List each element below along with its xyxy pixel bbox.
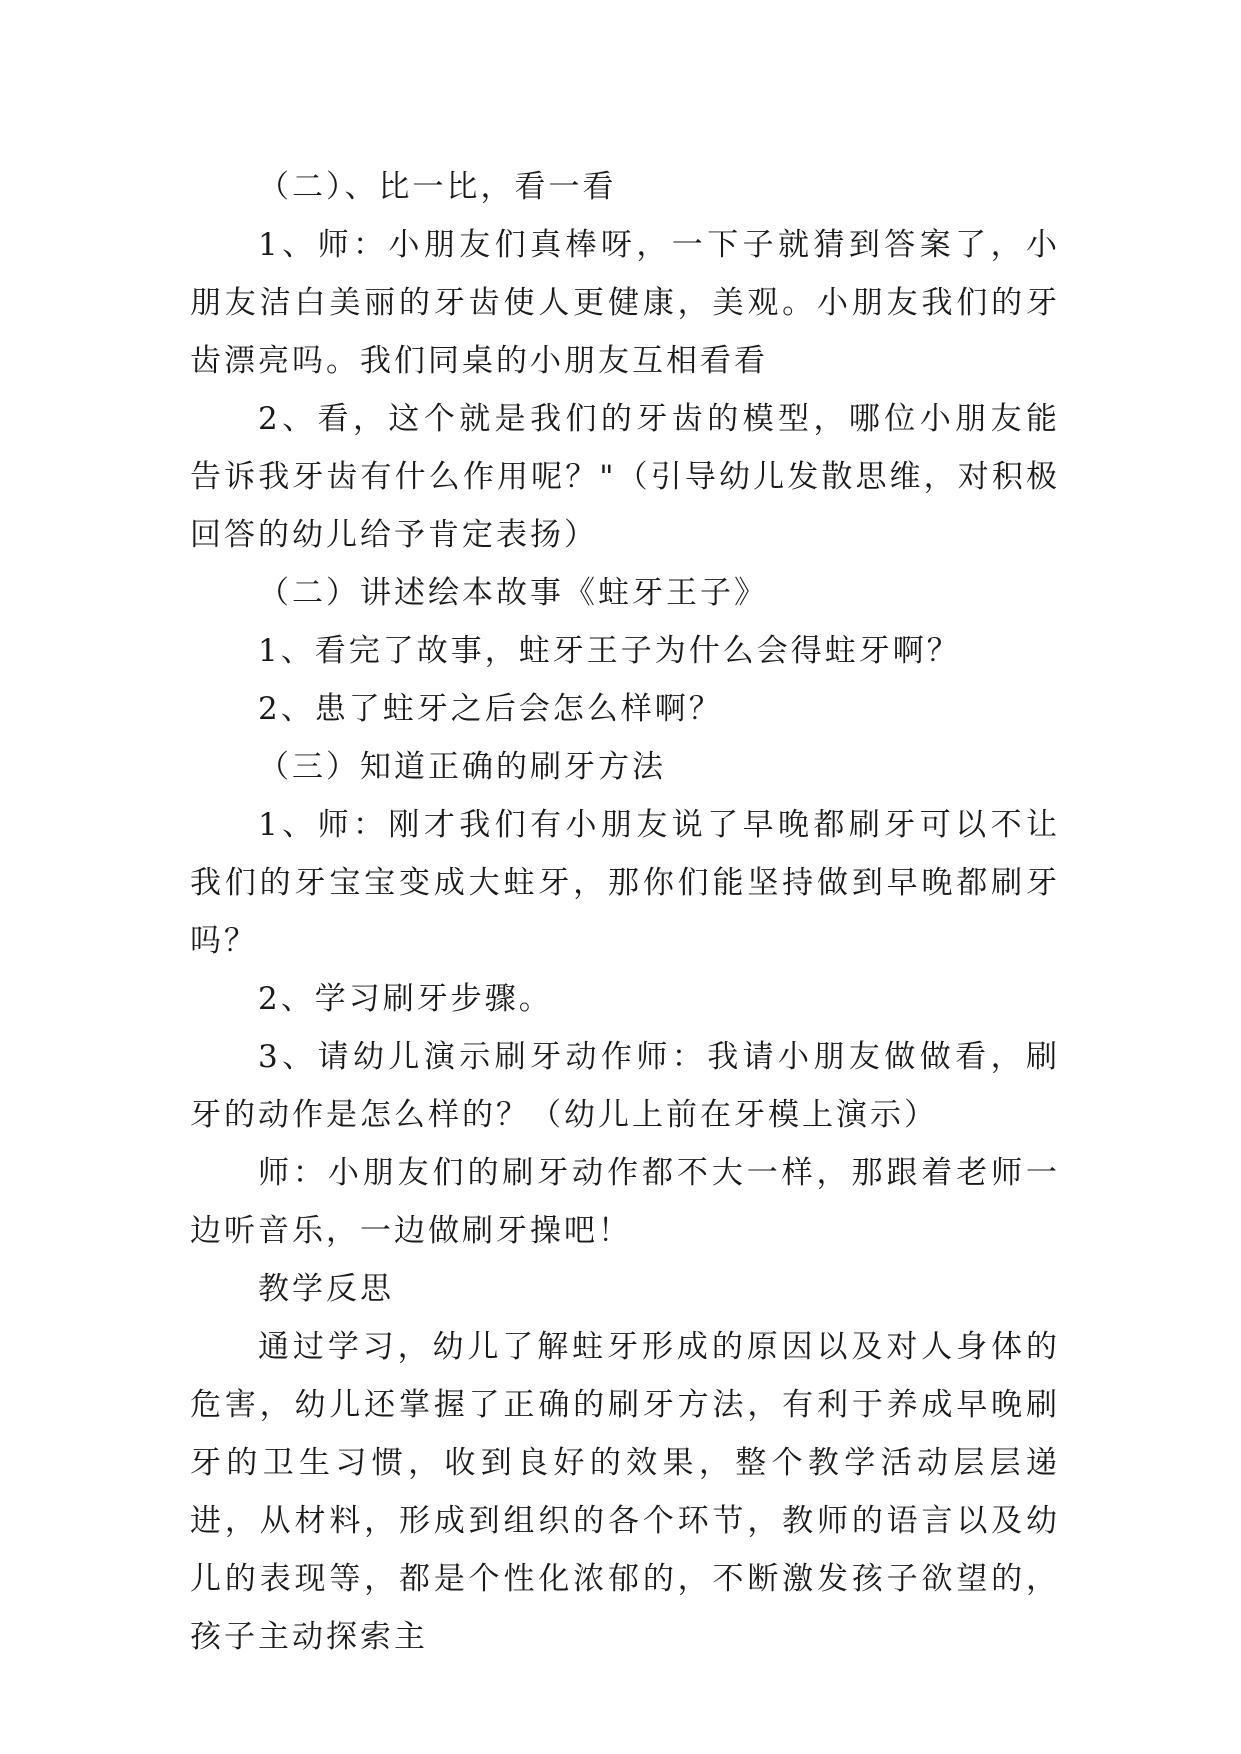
document-body bbox=[190, 158, 1060, 1666]
paragraph-brushing-1: 1、师：刚才我们有小朋友说了早晚都刷牙可以不让我们的牙宝宝变成大蛀牙，那你们能坚持做到早晚都刷牙吗？ bbox=[190, 807, 1060, 959]
section-heading-reflection: 教学反思 bbox=[258, 1271, 394, 1307]
paragraph-step-1: 1、师：小朋友们真棒呀，一下子就猜到答案了，小朋友洁白美丽的牙齿使人更健康，美观。小朋友我们的牙齿漂亮吗。我们同桌的小朋友互相看看 bbox=[190, 227, 1060, 379]
paragraph-step-2: 2、看，这个就是我们的牙齿的模型，哪位小朋友能告诉我牙齿有什么作用呢？"（引导幼儿发散思维，对积极回答的幼儿给予肯定表扬） bbox=[190, 401, 1060, 553]
paragraph-brushing-teacher: 师：小朋友们的刷牙动作都不大一样，那跟着老师一边听音乐，一边做刷牙操吧！ bbox=[190, 1155, 1060, 1249]
paragraph-brushing-3: 3、请幼儿演示刷牙动作师：我请小朋友做做看，刷牙的动作是怎么样的？（幼儿上前在牙模上演示） bbox=[190, 1039, 1060, 1133]
section-heading-compare: （二）、比一比，看一看 bbox=[258, 169, 617, 205]
paragraph-reflection: 通过学习，幼儿了解蛀牙形成的原因以及对人身体的危害，幼儿还掌握了正确的刷牙方法，有利于养成早晚刷牙的卫生习惯，收到良好的效果，整个教学活动层层递进，从材料，形成到组织的各个环节，教师的语言以及幼儿的表现等，都是个性化浓郁的，不断激发孩子欲望的，孩子主动探索主 bbox=[190, 1329, 1060, 1655]
paragraph-brushing-2: 2、学习刷牙步骤。 bbox=[258, 981, 553, 1017]
paragraph-story-question-2: 2、患了蛀牙之后会怎么样啊？ bbox=[258, 691, 723, 727]
section-heading-brushing: （三）知道正确的刷牙方法 bbox=[258, 749, 666, 785]
section-heading-story: （二）讲述绘本故事《蛀牙王子》 bbox=[258, 575, 768, 611]
paragraph-story-question-1: 1、看完了故事，蛀牙王子为什么会得蛀牙啊？ bbox=[258, 633, 961, 669]
